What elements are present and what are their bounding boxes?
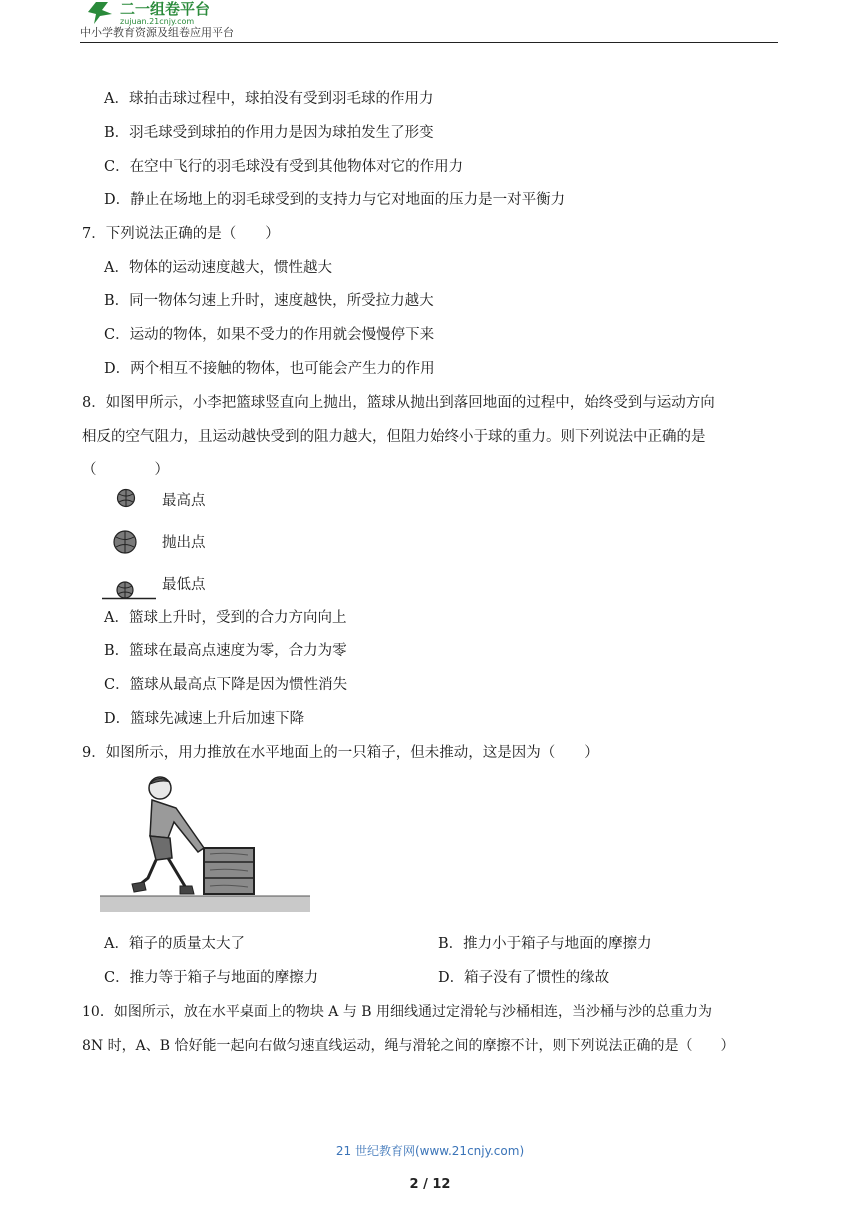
q6-option-d: D．静止在场地上的羽毛球受到的支持力与它对地面的压力是一对平衡力	[104, 192, 566, 208]
q8-option-c: C．篮球从最高点下降是因为惯性消失	[104, 677, 348, 693]
label-launch-point: 抛出点	[162, 535, 206, 551]
q8-stem-line1: 8．如图甲所示，小李把篮球竖直向上抛出，篮球从抛出到落回地面的过程中，始终受到与运动方向	[82, 395, 715, 411]
q8-stem-line2: 相反的空气阻力，且运动越快受到的阻力越大，但阻力始终小于球的重力。则下列说法中正确的是	[82, 429, 706, 445]
basketball-top-icon	[116, 488, 136, 508]
q8-option-d: D．篮球先减速上升后加速下降	[104, 711, 305, 727]
q8-stem-line3: （ ）	[82, 462, 169, 478]
q9-option-b: B．推力小于箱子与地面的摩擦力	[438, 936, 652, 952]
site-logo	[86, 0, 286, 26]
logo-url: zujuan.21cnjy.com	[120, 17, 195, 26]
q9-option-a: A．箱子的质量太大了	[104, 936, 245, 952]
q9-option-c: C．推力等于箱子与地面的摩擦力	[104, 970, 319, 986]
q7-option-b: B．同一物体匀速上升时，速度越快，所受拉力越大	[104, 293, 434, 309]
q7-option-a: A．物体的运动速度越大，惯性越大	[104, 260, 332, 276]
header-divider	[80, 42, 778, 43]
boy-pushing-box-illustration	[100, 774, 312, 914]
q6-option-a: A．球拍击球过程中，球拍没有受到羽毛球的作用力	[104, 91, 434, 107]
logo-title: 二一组卷平台	[120, 0, 211, 18]
basketball-launch-icon	[112, 529, 138, 555]
q9-option-d: D．箱子没有了惯性的缘故	[438, 970, 610, 986]
page-number: 2 / 12	[409, 1177, 451, 1192]
q6-option-c: C．在空中飞行的羽毛球没有受到其他物体对它的作用力	[104, 159, 464, 175]
q9-stem: 9．如图所示，用力推放在水平地面上的一只箱子，但未推动，这是因为（ ）	[82, 745, 599, 761]
q10-stem-line2: 8N 时，A、B 恰好能一起向右做匀速直线运动，绳与滑轮之间的摩擦不计，则下列说法正确的是（ ）	[82, 1038, 735, 1054]
q8-option-b: B．篮球在最高点速度为零，合力为零	[104, 643, 347, 659]
q6-option-b: B．羽毛球受到球拍的作用力是因为球拍发生了形变	[104, 125, 434, 141]
q7-stem: 7．下列说法正确的是（ ）	[82, 226, 280, 242]
q7-option-d: D．两个相互不接触的物体，也可能会产生力的作用	[104, 361, 435, 377]
page-header	[80, 0, 778, 44]
label-lowest-point: 最低点	[162, 577, 206, 593]
q8-option-a: A．篮球上升时，受到的合力方向向上	[104, 610, 347, 626]
header-subtitle: 中小学教育资源及组卷应用平台	[80, 26, 234, 39]
label-highest-point: 最高点	[162, 493, 206, 509]
footer-site-link[interactable]: 21 世纪教育网(www.21cnjy.com)	[335, 1144, 525, 1158]
basketball-ground-icon	[102, 578, 156, 600]
q10-stem-line1: 10．如图所示，放在水平桌面上的物块 A 与 B 用细线通过定滑轮与沙桶相连，当沙桶与沙的总重力为	[82, 1004, 713, 1020]
q7-option-c: C．运动的物体，如果不受力的作用就会慢慢停下来	[104, 327, 435, 343]
